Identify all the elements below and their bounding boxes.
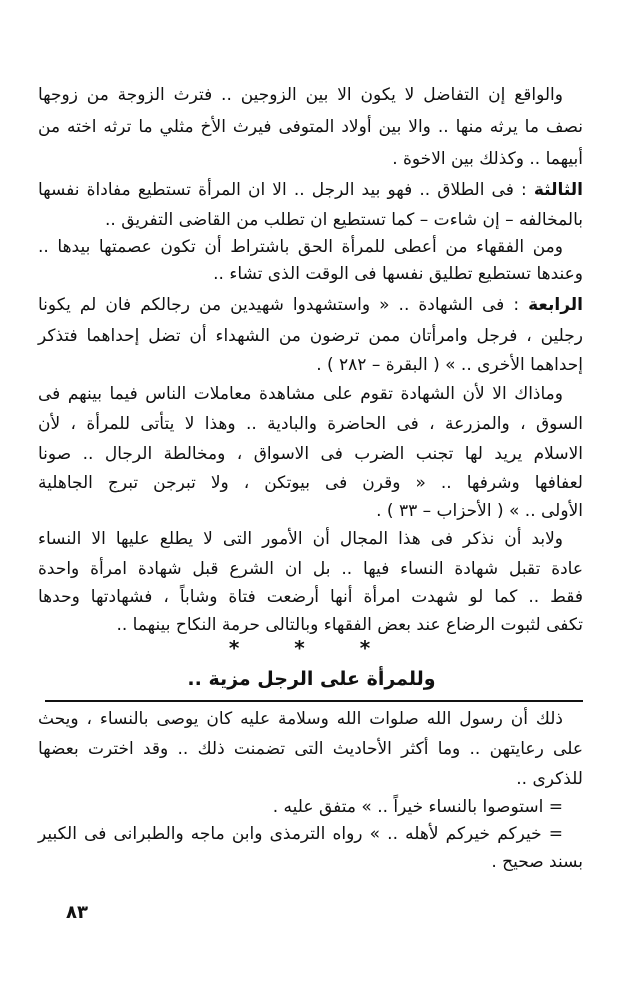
text-line: الثالثة : فى الطلاق .. فهو بيد الرجل .. الا ان المرأة تستطيع مفاداة نفسها [38, 180, 583, 200]
list-item: = استوصوا بالنساء خيراً .. » متفق عليه . [272, 797, 563, 817]
section-divider: * * * [228, 636, 395, 660]
heading-rule [45, 700, 583, 702]
text-line: رجلين ، فرجل وامرأتان ممن ترضون من الشهداء أن تضل إحداهما فتذكر [38, 326, 583, 346]
text-line: فقط .. كما لو شهدت امرأة أنها أرضعت فتاة وشاباً ، فشهادتها وحدها [38, 587, 583, 607]
point-label: الرابعة [528, 295, 583, 315]
text-line: ومن الفقهاء من أعطى للمرأة الحق باشتراط أن تكون عصمتها بيدها .. [38, 237, 563, 257]
text-line: الرابعة : فى الشهادة .. « واستشهدوا شهيدين من رجالكم فان لم يكونا [38, 295, 583, 315]
point-label: الثالثة [533, 180, 583, 200]
page-number: ٨٣ [66, 902, 88, 923]
text-line: وماذاك الا لأن الشهادة تقوم على مشاهدة معاملات الناس فيما بينهم فى [38, 384, 563, 404]
text-line: الأولى .. » ( الأحزاب – ٣٣ ) . [376, 501, 583, 521]
text-line: للذكرى .. [516, 769, 583, 789]
text-line: ولابد أن نذكر فى هذا المجال أن الأمور التى لا يطلع عليها الا النساء [38, 529, 563, 549]
text-line: إحداهما الأخرى .. » ( البقرة – ٢٨٢ ) . [316, 355, 583, 375]
text-line: على رعايتهن .. وما أكثر الأحاديث التى تضمنت ذلك .. وقد اخترت بعضها [38, 739, 583, 759]
text-line: لعفافها وشرفها .. « وقرن فى بيوتكن ، ولا تبرجن تبرج الجاهلية [38, 473, 583, 493]
text-line: عادة تقبل شهادة النساء فيها .. بل ان الشرع قبل شهادة امرأة واحدة [38, 559, 583, 579]
list-item: = خيركم خيركم لأهله .. » رواه الترمذى وابن ماجه والطبرانى فى الكبير [38, 824, 563, 844]
text-line: نصف ما يرثه منها .. والا بين أولاد المتوفى فيرث الأخ مثلي ما ترثه اخته من [38, 117, 583, 137]
text-line: السوق ، والمزرعة ، فى الحاضرة والبادية .. وهذا لا يتأتى للمرأة ، لأن [38, 414, 583, 434]
text-line: وعندها تستطيع تطليق نفسها فى الوقت الذى تشاء .. [213, 264, 583, 284]
text-line: أبيهما .. وكذلك بين الاخوة . [392, 149, 583, 169]
text-line: والواقع إن التفاضل لا يكون الا بين الزوجين .. فترث الزوجة من زوجها [38, 85, 563, 105]
text-line: بالمخالفه – إن شاءت – كما تستطيع ان تطلب من القاضى التفريق .. [105, 210, 583, 230]
text-line: الاسلام يريد لها تجنب الضرب فى الاسواق ، ومخالطة الرجال .. صونا [38, 444, 583, 464]
text-line: بسند صحيح . [491, 852, 583, 872]
text-line: تكفى لثبوت الرضاع عند بعض الفقهاء وبالتالى حرمة النكاح بينهما .. [116, 615, 583, 635]
section-heading: وللمرأة على الرجل مزية .. [187, 668, 436, 690]
text-line: ذلك أن رسول الله صلوات الله وسلامة عليه كان يوصى بالنساء ، ويحث [38, 709, 563, 729]
